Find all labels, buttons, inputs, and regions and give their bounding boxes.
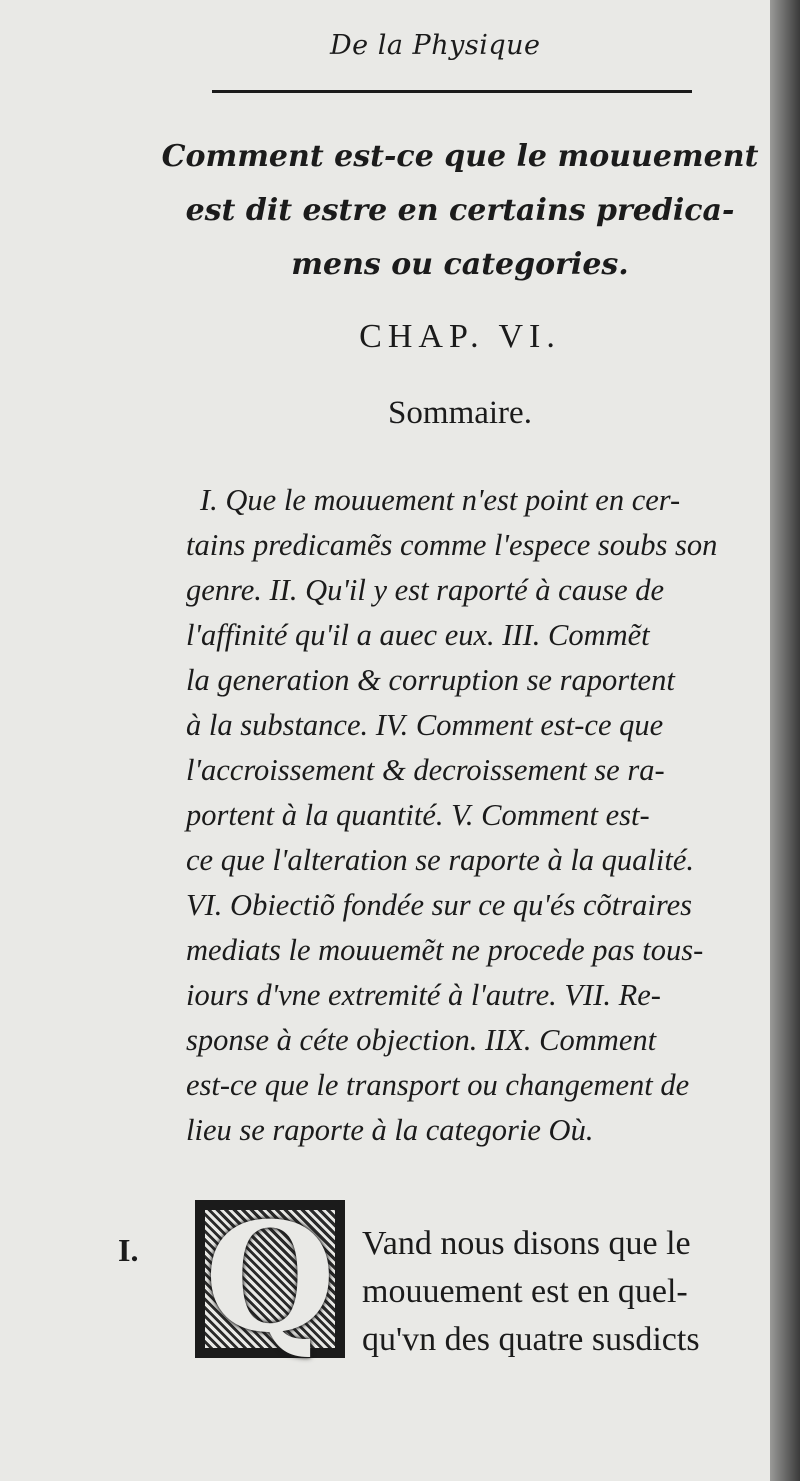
chapter-title-line: Comment est-ce que le mouuement (161, 139, 759, 174)
running-head: De la Physique (330, 30, 541, 61)
page-gutter (770, 0, 800, 1481)
body-line: mouuement est en quel- (362, 1273, 688, 1310)
body-text (362, 1220, 770, 1364)
summary-line: iours d'vne extremité à l'autre. VII. Re- (186, 978, 661, 1012)
chapter-number: CHAP. VI. (359, 318, 561, 355)
summary-line: l'accroissement & decroissement se ra- (186, 753, 665, 787)
summary-line: la generation & corruption se raportent (186, 663, 675, 697)
summary-heading: Sommaire. (388, 395, 532, 431)
summary-line: VI. Obiectiõ fondée sur ce qu'és cõtraires (186, 888, 692, 922)
summary-line: I. Que le mouuement n'est point en cer- (200, 483, 681, 517)
summary-line: l'affinité qu'il a auec eux. III. Commẽt (186, 618, 650, 652)
drop-cap-letter: Q (204, 1190, 336, 1366)
ornamental-drop-cap (195, 1190, 345, 1366)
summary-line: ce que l'alteration se raporte à la qualité. (186, 843, 695, 877)
summary-line: portent à la quantité. V. Comment est- (186, 798, 650, 832)
header-rule (212, 90, 692, 93)
summary-line: mediats le mouuemẽt ne procede pas tous- (186, 933, 704, 967)
summary-line: tains predicamẽs comme l'espece soubs son (186, 528, 718, 562)
chapter-title (160, 130, 760, 292)
chapter-title-line: mens ou categories. (291, 247, 629, 282)
summary-line: est-ce que le transport ou changement de (186, 1068, 690, 1102)
summary-line: sponse à céte objection. IIX. Comment (186, 1023, 657, 1057)
summary-line: à la substance. IV. Comment est-ce que (186, 708, 664, 742)
chapter-summary (186, 478, 766, 1153)
body-line: Vand nous disons que le (362, 1225, 691, 1262)
summary-line: genre. II. Qu'il y est raporté à cause de (186, 573, 665, 607)
section-marker: I. (118, 1232, 139, 1268)
body-line: qu'vn des quatre susdicts (362, 1321, 700, 1358)
summary-line: lieu se raporte à la categorie Où. (186, 1113, 594, 1147)
chapter-title-line: est dit estre en certains predica- (185, 193, 735, 228)
